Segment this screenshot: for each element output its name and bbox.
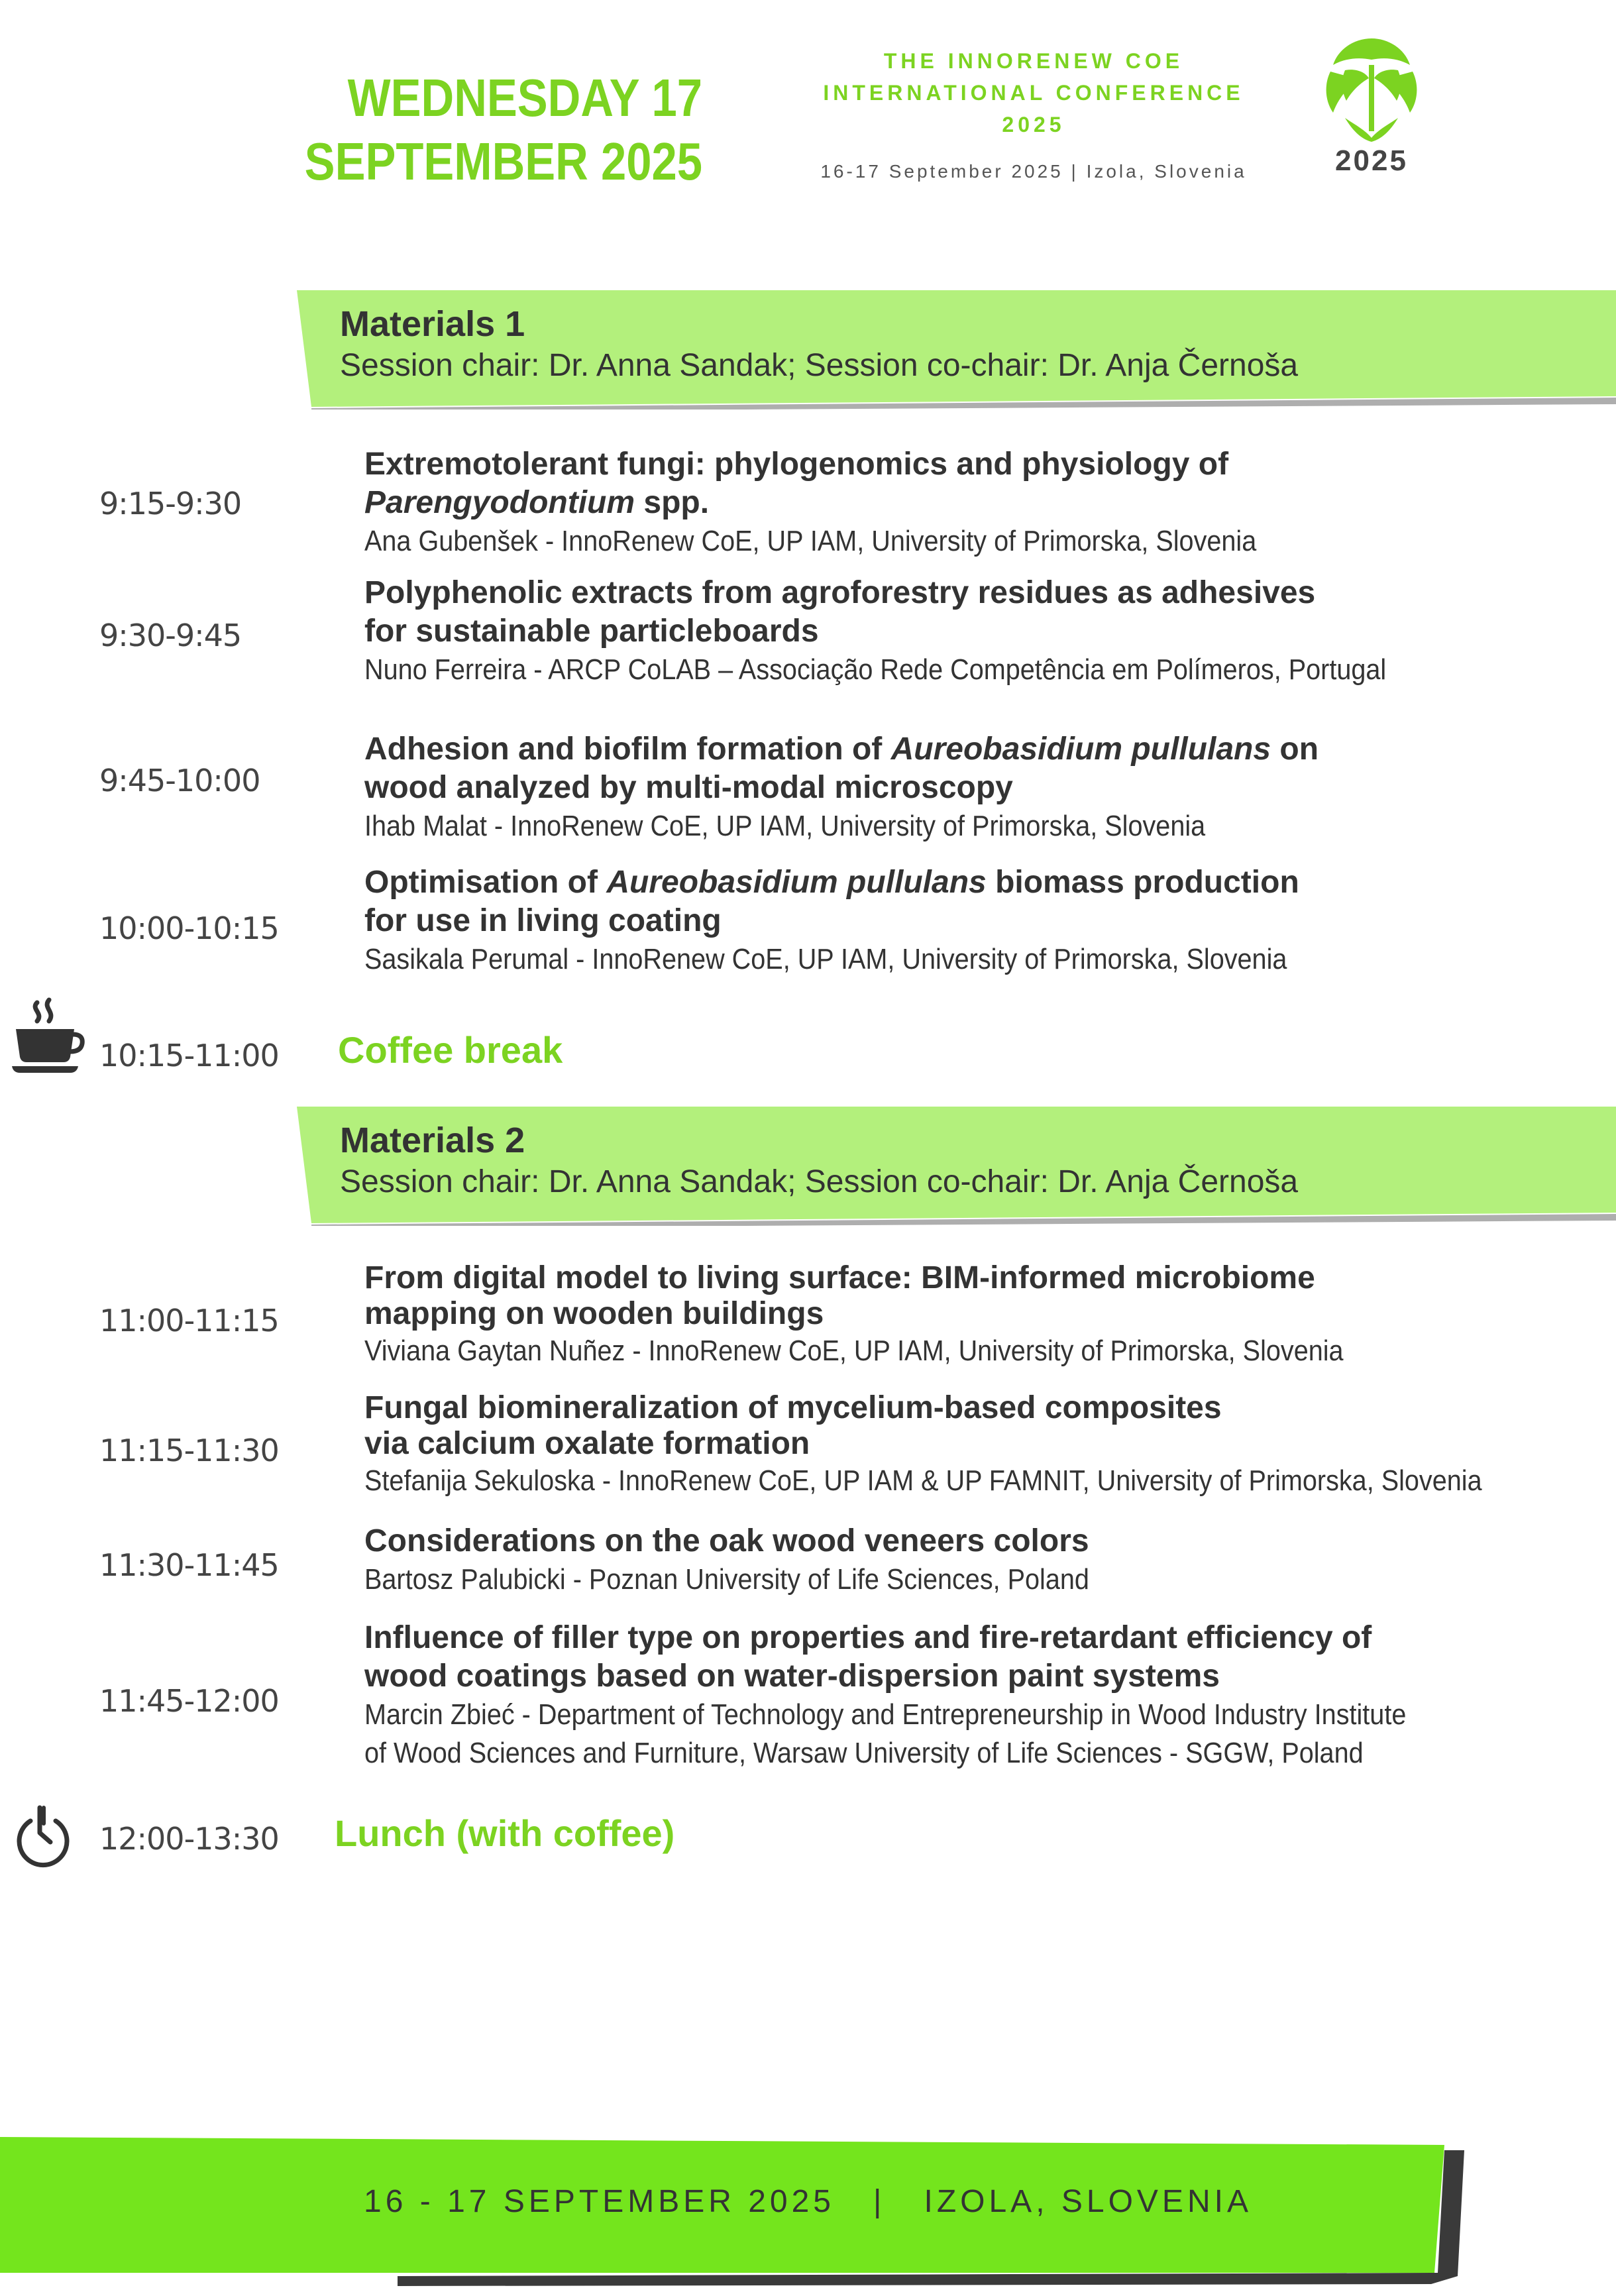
footer-text: 16 - 17 SEPTEMBER 2025 | IZOLA, SLOVENIA <box>364 2184 1252 2219</box>
talk-item <box>364 1619 1570 1773</box>
talk-author: Nuno Ferreira - ARCP CoLAB – Associação Rede Competência em Polímeros, Portugal <box>364 653 1387 686</box>
talk-time: 10:00-10:15 <box>99 910 279 946</box>
talk-author: Ihab Malat - InnoRenew CoE, UP IAM, University of Primorska, Slovenia <box>364 810 1206 842</box>
conference-name-line2: INTERNATIONAL CONFERENCE <box>823 81 1244 105</box>
lunch-icon <box>13 1804 73 1870</box>
talk-time: 11:30-11:45 <box>99 1547 279 1583</box>
talk-title-line1: Influence of filler type on properties and fire-retardant efficiency of <box>364 1620 1372 1655</box>
talk-item <box>364 445 1570 561</box>
title-suffix: spp. <box>635 485 710 520</box>
talk-author-line2: of Wood Sciences and Furniture, Warsaw University of Life Sciences - SGGW, Poland <box>364 1737 1364 1769</box>
footer-banner <box>0 2137 1616 2296</box>
session-title: Materials 2 <box>340 1121 525 1160</box>
talk-author: Sasikala Perumal - InnoRenew CoE, UP IAM, University of Primorska, Slovenia <box>364 943 1287 975</box>
talk-time: 11:00-11:15 <box>99 1303 279 1339</box>
talk-title-line2: for use in living coating <box>364 903 722 938</box>
talk-title-line2: wood analyzed by multi-modal microscopy <box>364 770 1013 805</box>
talk-item <box>364 1260 1570 1370</box>
talk-item <box>364 1522 1570 1599</box>
coffee-break-time: 10:15-11:00 <box>99 1038 279 1073</box>
day-title-line1: WEDNESDAY 17 <box>347 68 702 127</box>
session-banner-materials-2 <box>297 1107 1616 1226</box>
talk-title-line1: Polyphenolic extracts from agroforestry residues as adhesives <box>364 575 1316 610</box>
talk-time: 9:45-10:00 <box>99 763 260 798</box>
talk-item <box>364 574 1570 689</box>
day-title <box>303 66 702 193</box>
talk-author: Ana Gubenšek - InnoRenew CoE, UP IAM, University of Primorska, Slovenia <box>364 525 1257 557</box>
talk-author: Viviana Gaytan Nuñez - InnoRenew CoE, UP IAM, University of Primorska, Slovenia <box>364 1335 1344 1367</box>
coffee-cup-icon <box>12 997 85 1077</box>
title-prefix: Optimisation of <box>364 865 607 900</box>
talk-title <box>364 863 1570 940</box>
talk-title <box>364 574 1570 651</box>
talk-title-line1: Fungal biomineralization of mycelium-based composites <box>364 1390 1222 1425</box>
talk-title-line1: Extremotolerant fungi: phylogenomics and physiology of <box>364 447 1229 482</box>
session-title: Materials 1 <box>340 304 525 344</box>
tree-logo-icon <box>1319 32 1425 144</box>
talk-item <box>364 863 1570 979</box>
species-name: Parengyodontium <box>364 485 635 520</box>
talk-title-line2 <box>364 484 1570 522</box>
session-chair: Session chair: Dr. Anna Sandak; Session co-chair: Dr. Anja Černoša <box>340 1164 1299 1199</box>
talk-title <box>364 1619 1570 1696</box>
session-chair: Session chair: Dr. Anna Sandak; Session co-chair: Dr. Anja Černoša <box>340 348 1299 383</box>
logo-year: 2025 <box>1335 144 1408 177</box>
talk-title <box>364 730 1570 807</box>
talk-title-line1: Considerations on the oak wood veneers colors <box>364 1523 1089 1558</box>
talk-title-line1 <box>364 730 1570 769</box>
talk-item <box>364 1390 1570 1500</box>
talk-author: Bartosz Palubicki - Poznan University of Life Sciences, Poland <box>364 1563 1089 1596</box>
conference-name-line1: THE INNORENEW COE <box>883 49 1184 73</box>
species-name: Aureobasidium pullulans <box>890 732 1271 767</box>
conference-name <box>782 45 1285 140</box>
talk-time: 11:45-12:00 <box>99 1683 279 1719</box>
talk-title <box>364 445 1570 522</box>
species-name: Aureobasidium pullulans <box>606 865 987 900</box>
title-suffix: on <box>1271 732 1319 767</box>
conference-name-line3: 2025 <box>1002 113 1065 137</box>
talk-title-line1 <box>364 863 1570 902</box>
talk-time: 11:15-11:30 <box>99 1433 279 1468</box>
coffee-break-label: Coffee break <box>338 1029 563 1071</box>
talk-title-line2: via calcium oxalate formation <box>364 1426 810 1461</box>
lunch-time: 12:00-13:30 <box>99 1821 279 1857</box>
talk-title <box>364 1260 1570 1332</box>
conference-dates: 16-17 September 2025 | Izola, Slovenia <box>820 161 1247 182</box>
talk-author: Stefanija Sekuloska - InnoRenew CoE, UP IAM & UP FAMNIT, University of Primorska, Slovenia <box>364 1464 1482 1497</box>
talk-time: 9:30-9:45 <box>99 618 242 653</box>
talk-title <box>364 1390 1570 1462</box>
lunch-label: Lunch (with coffee) <box>335 1812 675 1854</box>
talk-title-line2: mapping on wooden buildings <box>364 1296 824 1331</box>
talk-title-line2: for sustainable particleboards <box>364 614 819 649</box>
talk-author: Marcin Zbieć - Department of Technology and Entrepreneurship in Wood Industry Institute <box>364 1698 1407 1731</box>
talk-title-line1: From digital model to living surface: BIM-informed microbiome <box>364 1260 1315 1295</box>
talk-title <box>364 1522 1570 1560</box>
title-suffix: biomass production <box>986 865 1299 900</box>
title-prefix: Adhesion and biofilm formation of <box>364 732 891 767</box>
talk-item <box>364 730 1570 846</box>
session-banner-materials-1 <box>297 290 1616 410</box>
day-title-line2: SEPTEMBER 2025 <box>304 132 702 191</box>
talk-time: 9:15-9:30 <box>99 486 242 521</box>
talk-title-line2: wood coatings based on water-dispersion paint systems <box>364 1659 1220 1694</box>
